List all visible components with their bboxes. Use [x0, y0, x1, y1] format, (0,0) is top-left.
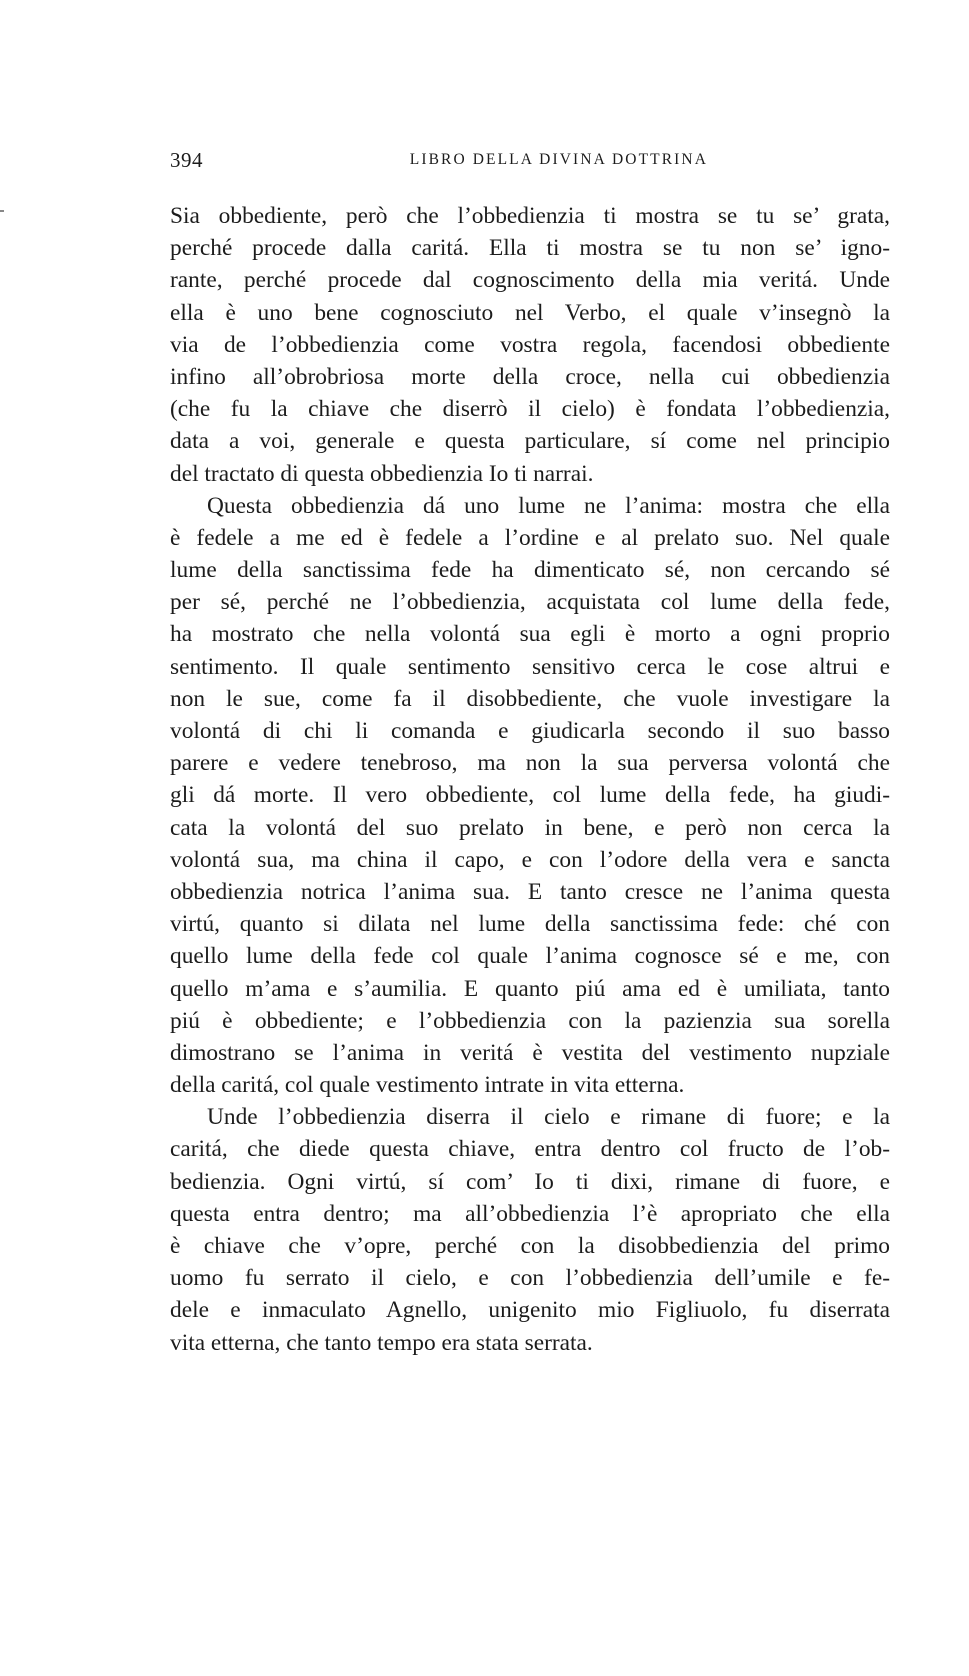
text-line: via de l’obbedienzia come vostra regola, facendosi obbediente — [170, 331, 890, 358]
text-line: è fedele a me ed è fedele a l’ordine e al prelato suo. Nel quale — [170, 524, 890, 551]
text-line: Questa obbedienzia dá uno lume ne l’anima: mostra che ella — [207, 492, 890, 519]
text-line: per sé, perché ne l’obbedienzia, acquistata col lume della fede, — [170, 589, 890, 616]
text-line: vita etterna, che tanto tempo era stata serrata. — [170, 1329, 593, 1356]
paragraph-1 — [170, 200, 890, 490]
text-line: uomo fu serrato il cielo, e con l’obbedienzia dell’umile e fe- — [170, 1265, 890, 1292]
text-line: (che fu la chiave che diserrò il cielo) è fondata l’obbedienzia, — [170, 396, 890, 423]
text-line: è chiave che v’opre, perché con la disobbedienzia del primo — [170, 1233, 890, 1259]
text-line: volontá di chi li comanda e giudicarla secondo il suo basso — [170, 718, 890, 744]
text-line: lume della sanctissima fede ha dimenticato sé, non cercando sé — [170, 557, 890, 584]
scan-edge-mark — [0, 210, 4, 212]
running-title: LIBRO DELLA DIVINA DOTTRINA — [409, 151, 708, 168]
text-line: piú è obbediente; e l’obbedienzia con la pazienzia sua sorella — [170, 1007, 890, 1034]
text-line: gli dá morte. Il vero obbediente, col lume della fede, ha giudi- — [170, 782, 890, 809]
text-line: cata la volontá del suo prelato in bene, e però non cerca la — [170, 814, 890, 841]
text-line: virtú, quanto si dilata nel lume della sanctissima fede: ché con — [170, 911, 890, 938]
text-line: ella è uno bene cognosciuto nel Verbo, el quale v’insegnò la — [170, 299, 890, 326]
text-line: data a voi, generale e questa particulare, sí come nel principio — [170, 428, 890, 455]
text-line: del tractato di questa obbedienzia Io ti narrai. — [170, 460, 594, 487]
text-line: obbedienzia notrica l’anima sua. E tanto cresce ne l’anima questa — [170, 878, 890, 905]
text-line: parere e vedere tenebroso, ma non la sua perversa volontá che — [170, 750, 890, 777]
text-line: volontá sua, ma china il capo, e con l’odore della vera e sancta — [170, 846, 890, 873]
text-line: dimostrano se l’anima in veritá è vestita del vestimento nupziale — [170, 1039, 890, 1066]
text-line: Sia obbediente, però che l’obbedienzia ti mostra se tu se’ grata, — [170, 203, 890, 229]
page-number: 394 — [170, 148, 203, 172]
text-line: Unde l’obbedienzia diserra il cielo e rimane di fuore; e la — [207, 1104, 890, 1131]
text-line: infino all’obrobriosa morte della croce, nella cui obbedienzia — [170, 363, 890, 390]
running-header — [170, 146, 708, 174]
body-text — [170, 200, 890, 1359]
text-line: perché procede dalla caritá. Ella ti mostra se tu non se’ igno- — [170, 235, 890, 262]
text-line: questa entra dentro; ma all’obbedienzia l’è apropriato che ella — [170, 1200, 890, 1227]
paragraph-2 — [170, 490, 890, 1102]
text-line: rante, perché procede dal cognoscimento della mia veritá. Unde — [170, 267, 890, 294]
paragraph-3 — [170, 1101, 890, 1359]
text-line: della caritá, col quale vestimento intrate in vita etterna. — [170, 1072, 685, 1099]
text-line: quello lume della fede col quale l’anima cognosce sé e me, con — [170, 943, 890, 970]
text-line: dele e inmaculato Agnello, unigenito mio Figliuolo, fu diserrata — [170, 1297, 890, 1324]
text-line: non le sue, come fa il disobbediente, che vuole investigare la — [170, 685, 890, 712]
text-line: bedienzia. Ogni virtú, sí com’ Io ti dixi, rimane di fuore, e — [170, 1168, 890, 1195]
text-line: ha mostrato che nella volontá sua egli è morto a ogni proprio — [170, 621, 890, 648]
text-line: caritá, che diede questa chiave, entra dentro col fructo de l’ob- — [170, 1136, 890, 1163]
text-line: quello m’ama e s’aumilia. E quanto piú ama ed è umiliata, tanto — [170, 975, 890, 1002]
text-line: sentimento. Il quale sentimento sensitivo cerca le cose altrui e — [170, 653, 890, 680]
